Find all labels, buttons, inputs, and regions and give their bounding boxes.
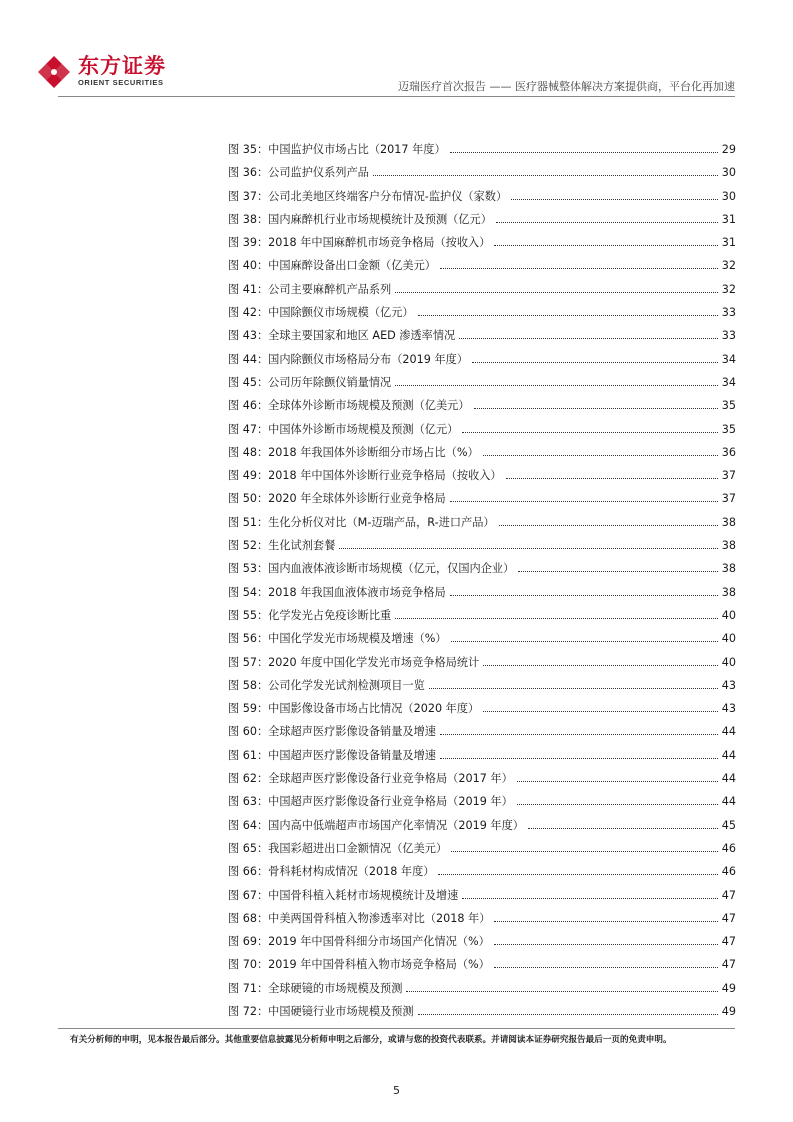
toc-entry[interactable] <box>228 490 736 513</box>
toc-entry-page: 34 <box>721 352 736 366</box>
toc-entry[interactable] <box>228 374 736 397</box>
toc-leader-dots <box>451 633 718 642</box>
toc-entry-page: 46 <box>721 841 736 855</box>
toc-entry[interactable] <box>228 677 736 700</box>
toc-entry-page: 44 <box>721 748 736 762</box>
toc-entry-label: 图 61：中国超声医疗影像设备销量及增速 <box>228 748 436 762</box>
toc-entry-label: 图 56：中国化学发光市场规模及增速（%） <box>228 632 447 646</box>
toc-leader-dots <box>451 843 718 852</box>
toc-entry-page: 29 <box>721 143 736 156</box>
toc-entry-label: 图 52：生化试剂套餐 <box>228 539 336 553</box>
toc-entry-label: 图 43：全球主要国家和地区 AED 渗透率情况 <box>228 329 456 343</box>
toc-entry-label: 图 70：2019 年中国骨科植入物市场竞争格局（%） <box>228 958 490 972</box>
toc-entry-label: 图 49：2018 年中国体外诊断行业竞争格局（按收入） <box>228 469 502 483</box>
toc-entry-page: 37 <box>721 492 736 506</box>
toc-entry[interactable] <box>228 956 736 979</box>
toc-entry-page: 40 <box>721 632 736 646</box>
toc-entry[interactable] <box>228 723 736 746</box>
header-divider <box>58 96 735 97</box>
toc-entry-label: 图 47：中国体外诊断市场规模及预测（亿元） <box>228 422 459 436</box>
toc-entry-page: 38 <box>721 585 736 599</box>
toc-entry[interactable] <box>228 141 736 164</box>
toc-entry-page: 34 <box>721 375 736 389</box>
toc-leader-dots <box>395 377 718 386</box>
toc-entry[interactable] <box>228 654 736 677</box>
toc-leader-dots <box>395 610 718 619</box>
toc-entry-page: 45 <box>721 818 736 832</box>
toc-leader-dots <box>462 890 717 899</box>
toc-entry-label: 图 63：中国超声医疗影像设备行业竞争格局（2019 年） <box>228 795 513 809</box>
toc-entry-page: 47 <box>721 935 736 949</box>
toc-leader-dots <box>418 1006 718 1015</box>
toc-leader-dots <box>483 447 718 456</box>
figure-index-list <box>228 141 736 1026</box>
toc-entry[interactable] <box>228 933 736 956</box>
toc-entry-label: 图 64：国内高中低端超声市场国产化率情况（2019 年度） <box>228 818 524 832</box>
toc-entry[interactable] <box>228 537 736 560</box>
toc-entry-page: 30 <box>721 166 736 180</box>
toc-entry-label: 图 68：中美两国骨科植入物渗透率对比（2018 年） <box>228 911 491 925</box>
toc-entry[interactable] <box>228 304 736 327</box>
toc-leader-dots <box>440 260 718 269</box>
toc-entry[interactable] <box>228 817 736 840</box>
toc-entry-label: 图 66：骨科耗材构成情况（2018 年度） <box>228 865 435 879</box>
toc-entry-page: 38 <box>721 562 736 576</box>
toc-leader-dots <box>494 913 717 922</box>
toc-entry-label: 图 72：中国硬镜行业市场规模及预测 <box>228 1004 414 1018</box>
toc-entry[interactable] <box>228 327 736 350</box>
toc-entry-page: 49 <box>721 1004 736 1018</box>
toc-entry-page: 47 <box>721 911 736 925</box>
toc-entry-page: 32 <box>721 259 736 273</box>
toc-entry-page: 35 <box>721 399 736 413</box>
toc-entry-label: 图 62：全球超声医疗影像设备行业竞争格局（2017 年） <box>228 772 513 786</box>
toc-leader-dots <box>494 237 717 246</box>
toc-leader-dots <box>496 214 718 223</box>
toc-entry[interactable] <box>228 1003 736 1026</box>
toc-entry-label: 图 45：公司历年除颤仪销量情况 <box>228 375 392 389</box>
toc-entry-label: 图 39：2018 年中国麻醉机市场竞争格局（按收入） <box>228 236 491 250</box>
toc-entry[interactable] <box>228 211 736 234</box>
toc-entry-page: 49 <box>721 981 736 995</box>
toc-entry[interactable] <box>228 514 736 537</box>
toc-leader-dots <box>506 470 718 479</box>
toc-entry-page: 40 <box>721 608 736 622</box>
toc-entry[interactable] <box>228 421 736 444</box>
toc-entry[interactable] <box>228 444 736 467</box>
toc-entry-page: 32 <box>721 282 736 296</box>
toc-entry-label: 图 50：2020 年全球体外诊断行业竞争格局 <box>228 492 446 506</box>
toc-entry-label: 图 71：全球硬镜的市场规模及预测 <box>228 981 403 995</box>
toc-entry-page: 38 <box>721 539 736 553</box>
toc-entry[interactable] <box>228 351 736 374</box>
toc-leader-dots <box>440 750 718 759</box>
toc-leader-dots <box>517 796 718 805</box>
toc-entry-label: 图 42：中国除颤仪市场规模（亿元） <box>228 306 414 320</box>
toc-entry-label: 图 60：全球超声医疗影像设备销量及增速 <box>228 725 436 739</box>
toc-leader-dots <box>494 959 718 968</box>
toc-entry-label: 图 55：化学发光占免疫诊断比重 <box>228 608 392 622</box>
toc-leader-dots <box>438 866 717 875</box>
toc-entry[interactable] <box>228 700 736 723</box>
toc-entry-label: 图 53：国内血液体液诊断市场规模（亿元，仅国内企业） <box>228 562 515 576</box>
logo-chinese-name: 东方证劵 <box>78 54 166 78</box>
toc-entry-label: 图 65：我国彩超进出口金额情况（亿美元） <box>228 841 448 855</box>
toc-leader-dots <box>499 517 718 526</box>
toc-leader-dots <box>418 307 718 316</box>
toc-entry-label: 图 54：2018 年我国血液体液市场竞争格局 <box>228 585 446 599</box>
report-title: 迈瑞医疗首次报告 —— 医疗器械整体解决方案提供商，平台化再加速 <box>398 80 735 93</box>
toc-entry[interactable] <box>228 397 736 420</box>
toc-entry-page: 43 <box>721 678 736 692</box>
toc-leader-dots <box>429 680 718 689</box>
toc-entry[interactable] <box>228 257 736 280</box>
toc-entry-label: 图 51：生化分析仪对比（M-迈瑞产品，R-进口产品） <box>228 515 495 529</box>
toc-entry[interactable] <box>228 863 736 886</box>
toc-entry[interactable] <box>228 840 736 863</box>
toc-entry-page: 33 <box>721 306 736 320</box>
toc-entry-page: 47 <box>721 888 736 902</box>
toc-leader-dots <box>395 284 718 293</box>
logo-english-name: ORIENT SECURITIES <box>78 78 164 87</box>
toc-entry[interactable] <box>228 188 736 211</box>
toc-leader-dots <box>450 493 718 502</box>
toc-entry-page: 30 <box>721 189 736 203</box>
toc-leader-dots <box>450 144 718 153</box>
toc-entry-label: 图 48：2018 年我国体外诊断细分市场占比（%） <box>228 445 479 459</box>
toc-entry-page: 44 <box>721 725 736 739</box>
toc-entry-page: 35 <box>721 422 736 436</box>
toc-entry-page: 37 <box>721 469 736 483</box>
footer-divider <box>58 1028 735 1029</box>
toc-entry-page: 36 <box>721 445 736 459</box>
toc-entry[interactable] <box>228 630 736 653</box>
page-header <box>0 0 793 100</box>
toc-leader-dots <box>472 354 718 363</box>
toc-entry[interactable] <box>228 467 736 490</box>
toc-leader-dots <box>511 191 718 200</box>
toc-entry-label: 图 44：国内除颤仪市场格局分布（2019 年度） <box>228 352 469 366</box>
toc-entry-label: 图 38：国内麻醉机行业市场规模统计及预测（亿元） <box>228 212 492 226</box>
toc-entry-page: 43 <box>721 702 736 716</box>
toc-leader-dots <box>494 936 718 945</box>
toc-leader-dots <box>483 703 718 712</box>
toc-leader-dots <box>450 587 718 596</box>
toc-entry-label: 图 46：全球体外诊断市场规模及预测（亿美元） <box>228 399 470 413</box>
toc-entry-page: 38 <box>721 515 736 529</box>
toc-entry[interactable] <box>228 793 736 816</box>
toc-entry-label: 图 69：2019 年中国骨科细分市场国产化情况（%） <box>228 935 490 949</box>
disclaimer-text: 有关分析师的申明，见本报告最后部分。其他重要信息披露见分析师申明之后部分，或请与您的投资代表联系。并请阅读本证券研究报告最后一页的免责申明。 <box>70 1035 672 1045</box>
toc-entry[interactable] <box>228 584 736 607</box>
toc-leader-dots <box>528 820 718 829</box>
toc-entry-label: 图 40：中国麻醉设备出口金额（亿美元） <box>228 259 436 273</box>
page-number: 5 <box>393 1084 400 1097</box>
toc-entry-label: 图 59：中国影像设备市场占比情况（2020 年度） <box>228 702 480 716</box>
toc-leader-dots <box>406 983 717 992</box>
toc-entry[interactable] <box>228 887 736 910</box>
toc-leader-dots <box>483 657 718 666</box>
toc-entry-page: 44 <box>721 795 736 809</box>
toc-entry[interactable] <box>228 910 736 933</box>
toc-entry-label: 图 36：公司监护仪系列产品 <box>228 166 369 180</box>
toc-entry[interactable] <box>228 770 736 793</box>
toc-entry-label: 图 41：公司主要麻醉机产品系列 <box>228 282 392 296</box>
toc-entry[interactable] <box>228 281 736 304</box>
toc-entry-page: 40 <box>721 655 736 669</box>
toc-entry[interactable] <box>228 560 736 583</box>
toc-leader-dots <box>518 563 717 572</box>
toc-leader-dots <box>462 424 717 433</box>
toc-leader-dots <box>339 540 717 549</box>
toc-entry-label: 图 37：公司北美地区终端客户分布情况-监护仪（家数） <box>228 189 508 203</box>
toc-entry-label: 图 58：公司化学发光试剂检测项目一览 <box>228 678 425 692</box>
toc-entry-label: 图 57：2020 年度中国化学发光市场竞争格局统计 <box>228 655 480 669</box>
toc-entry-label: 图 35：中国监护仪市场占比（2017 年度） <box>228 143 446 156</box>
toc-leader-dots <box>474 400 718 409</box>
toc-entry-page: 46 <box>721 865 736 879</box>
toc-entry[interactable] <box>228 747 736 770</box>
toc-entry-page: 31 <box>721 212 736 226</box>
toc-entry-label: 图 67：中国骨科植入耗材市场规模统计及增速 <box>228 888 459 902</box>
orient-logo-icon <box>36 54 72 90</box>
company-logo <box>36 50 186 94</box>
toc-leader-dots <box>517 773 718 782</box>
toc-entry-page: 44 <box>721 772 736 786</box>
toc-leader-dots <box>459 330 718 339</box>
toc-entry[interactable] <box>228 234 736 257</box>
toc-entry-page: 33 <box>721 329 736 343</box>
toc-leader-dots <box>373 167 718 176</box>
toc-entry[interactable] <box>228 980 736 1003</box>
toc-entry[interactable] <box>228 607 736 630</box>
toc-leader-dots <box>440 726 718 735</box>
toc-entry-page: 47 <box>721 958 736 972</box>
toc-entry[interactable] <box>228 164 736 187</box>
toc-entry-page: 31 <box>721 236 736 250</box>
